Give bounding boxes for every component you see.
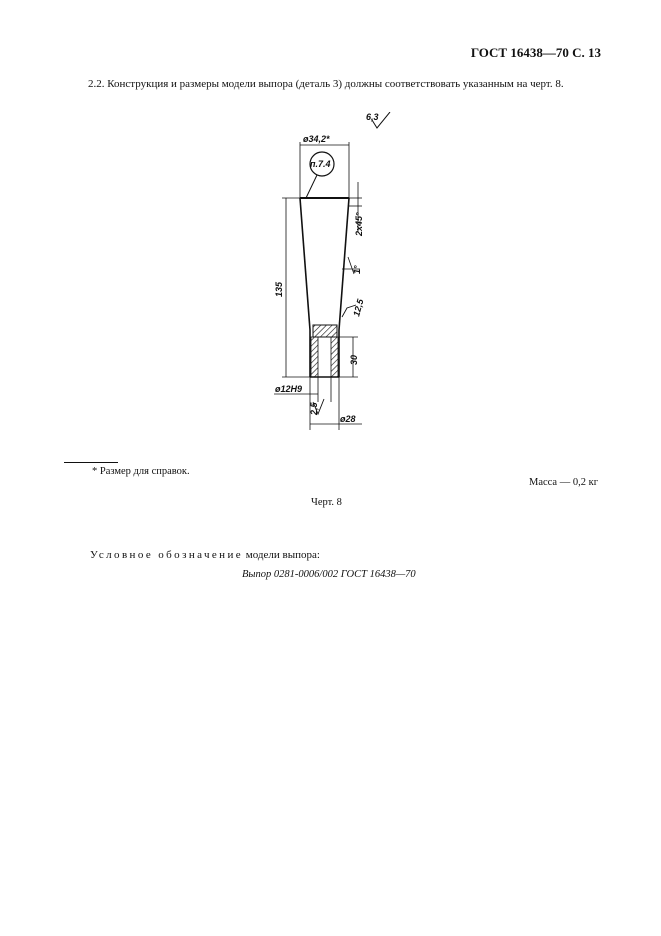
svg-text:30: 30 (349, 354, 359, 365)
designation-label-spaced: Условное обозначение (90, 549, 244, 561)
figure-caption: Черт. 8 (311, 497, 342, 508)
svg-text:п.7.4: п.7.4 (310, 159, 331, 169)
svg-text:6,3: 6,3 (366, 112, 379, 122)
roughness-sign-main (366, 112, 390, 128)
riser-body (300, 198, 349, 377)
section-paragraph: 2.2. Конструкция и размеры модели выпора (деталь 3) должны соответствовать указанным на черт. 8. (88, 78, 564, 90)
item-reference-bubble (306, 152, 334, 198)
svg-text:135: 135 (274, 281, 284, 297)
svg-text:ø28: ø28 (340, 414, 356, 424)
mass-note: Масса — 0,2 кг (528, 477, 598, 488)
svg-text:1°: 1° (352, 265, 362, 274)
designation-label-rest: модели выпора: (245, 549, 320, 561)
dimension-height-total (274, 198, 310, 377)
roughness-sign-bottom (309, 399, 324, 416)
svg-text:2х45°: 2х45° (354, 212, 364, 236)
svg-text:ø12Н9: ø12Н9 (275, 384, 303, 394)
footnote: * Размер для справок. (92, 466, 190, 477)
svg-text:12,5: 12,5 (351, 297, 366, 318)
svg-text:2,5: 2,5 (309, 402, 319, 415)
dimension-bore (274, 377, 331, 402)
page-header: ГОСТ 16438—70 С. 13 (470, 45, 601, 60)
svg-text:ø34,2*: ø34,2* (303, 134, 330, 144)
riser-model-drawing (262, 112, 392, 432)
footnote-rule (64, 462, 118, 463)
dimension-height-bottom (339, 337, 359, 377)
roughness-sign-side (342, 297, 366, 317)
dimension-chamfer (349, 182, 364, 237)
designation-label (90, 549, 320, 561)
designation-example: Выпор 0281-0006/002 ГОСТ 16438—70 (242, 569, 416, 580)
